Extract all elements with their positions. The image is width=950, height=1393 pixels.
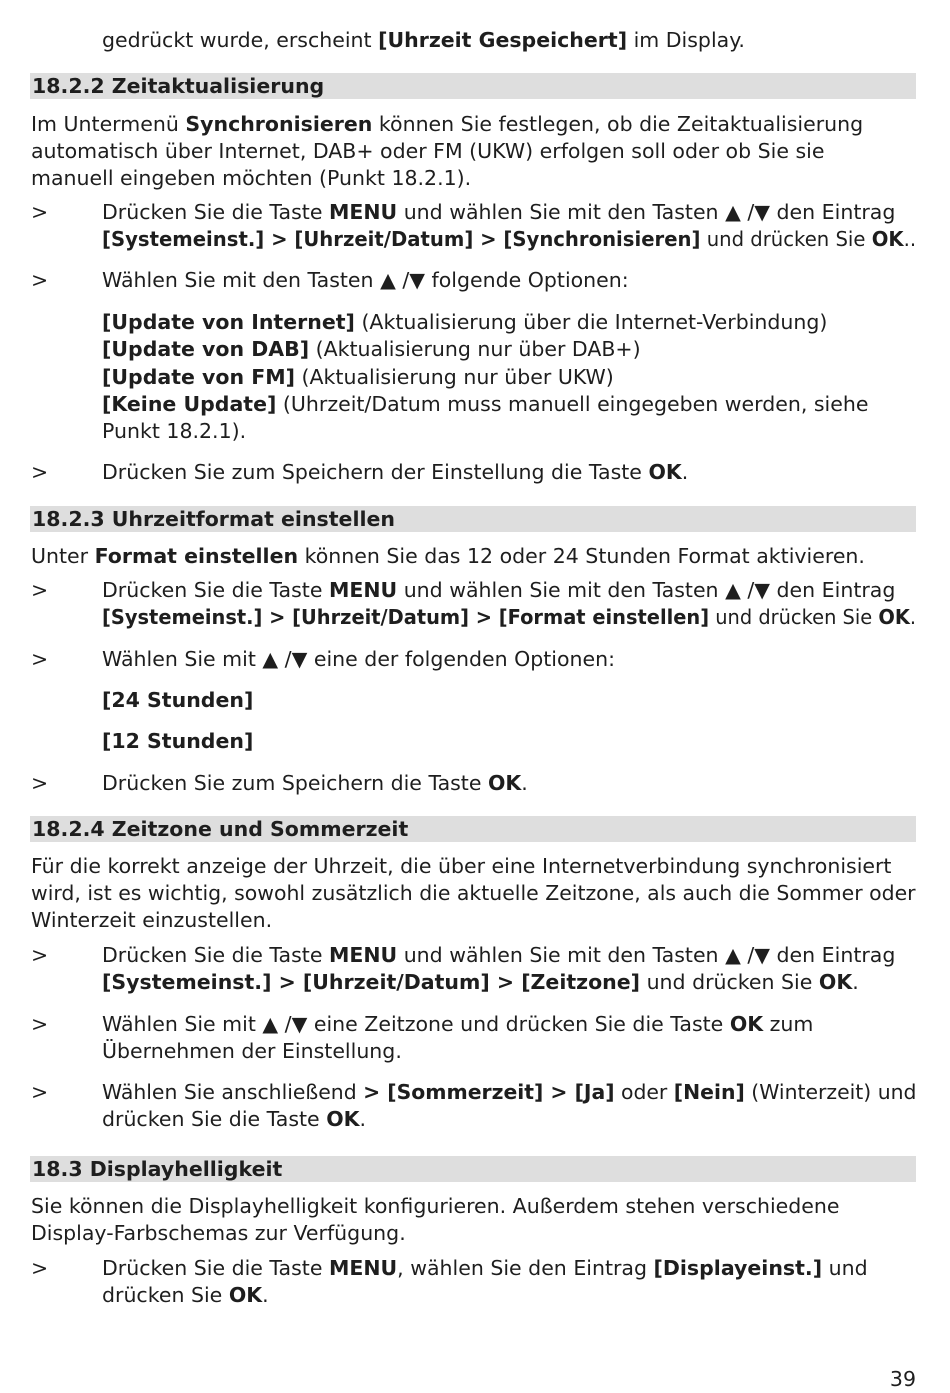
continuation-line: gedrückt wurde, erscheint [Uhrzeit Gespeichert] im Display.	[102, 28, 745, 52]
instruction-line: Drücken Sie die Taste MENU und wählen Sie mit den Tasten ▲ /▼ den Eintrag	[102, 578, 896, 602]
instruction-line: Wählen Sie anschließend > [Sommerzeit] > [Ja] oder [Nein] (Winterzeit) und	[102, 1080, 917, 1104]
option-line: [Update von Internet] (Aktualisierung über die Internet-Verbindung)	[102, 310, 828, 334]
bullet-marker: >	[31, 578, 49, 602]
paragraph-line: Display-Farbschemas zur Verfügung.	[31, 1221, 406, 1245]
paragraph-line: wird, ist es wichtig, sowohl zusätzlich die aktuelle Zeitzone, als auch die Sommer oder	[31, 881, 916, 905]
instruction-line: Drücken Sie die Taste MENU und wählen Sie mit den Tasten ▲ /▼ den Eintrag	[102, 200, 896, 224]
paragraph-line: automatisch über Internet, DAB+ oder FM (UKW) erfolgen soll oder ob Sie sie	[31, 139, 825, 163]
up-down-arrows-icon: ▲ /▼	[262, 647, 308, 671]
option-line: [Update von FM] (Aktualisierung nur über UKW)	[102, 365, 614, 389]
paragraph-line: Sie können die Displayhelligkeit konfigurieren. Außerdem stehen verschiedene	[31, 1194, 840, 1218]
up-down-arrows-icon: ▲ /▼	[725, 200, 771, 224]
instruction-line: Wählen Sie mit ▲ /▼ eine der folgenden Optionen:	[102, 647, 616, 671]
page-number: 39	[889, 1367, 916, 1391]
instruction-line: Drücken Sie zum Speichern die Taste OK.	[102, 771, 528, 795]
section-heading-displayhelligkeit: 18.3 Displayhelligkeit	[30, 1156, 916, 1182]
instruction-line: Drücken Sie die Taste MENU, wählen Sie den Eintrag [Displayeinst.] und	[102, 1256, 868, 1280]
bullet-marker: >	[31, 200, 49, 224]
instruction-line: Drücken Sie die Taste MENU und wählen Sie mit den Tasten ▲ /▼ den Eintrag	[102, 943, 896, 967]
up-down-arrows-icon: ▲ /▼	[725, 943, 771, 967]
bullet-marker: >	[31, 771, 49, 795]
option-line: [12 Stunden]	[102, 729, 254, 753]
instruction-line: [Systemeinst.] > [Uhrzeit/Datum] > [Format einstellen] und drücken Sie OK.	[102, 605, 917, 629]
option-line: [24 Stunden]	[102, 688, 254, 712]
section-heading-zeitaktualisierung: 18.2.2 Zeitaktualisierung	[30, 73, 916, 99]
instruction-line: [Systemeinst.] > [Uhrzeit/Datum] > [Synchronisieren] und drücken Sie OK..	[102, 227, 917, 251]
bullet-marker: >	[31, 647, 49, 671]
option-line: [Keine Update] (Uhrzeit/Datum muss manuell eingegeben werden, siehe	[102, 392, 869, 416]
up-down-arrows-icon: ▲ /▼	[380, 268, 426, 292]
section-heading-uhrzeitformat: 18.2.3 Uhrzeitformat einstellen	[30, 506, 916, 532]
bullet-marker: >	[31, 1080, 49, 1104]
instruction-line: [Systemeinst.] > [Uhrzeit/Datum] > [Zeitzone] und drücken Sie OK.	[102, 970, 859, 994]
instruction-line: Übernehmen der Einstellung.	[102, 1039, 402, 1063]
bullet-marker: >	[31, 1012, 49, 1036]
bullet-marker: >	[31, 460, 49, 484]
bullet-marker: >	[31, 1256, 49, 1280]
bullet-marker: >	[31, 268, 49, 292]
up-down-arrows-icon: ▲ /▼	[262, 1012, 308, 1036]
bullet-marker: >	[31, 943, 49, 967]
paragraph-line: Winterzeit einzustellen.	[31, 908, 273, 932]
up-down-arrows-icon: ▲ /▼	[725, 578, 771, 602]
paragraph-line: Unter Format einstellen können Sie das 12 oder 24 Stunden Format aktivieren.	[31, 544, 865, 568]
section-heading-zeitzone: 18.2.4 Zeitzone und Sommerzeit	[30, 816, 916, 842]
instruction-line: drücken Sie die Taste OK.	[102, 1107, 367, 1131]
instruction-line: Wählen Sie mit den Tasten ▲ /▼ folgende Optionen:	[102, 268, 629, 292]
instruction-line: drücken Sie OK.	[102, 1283, 269, 1307]
instruction-line: Wählen Sie mit ▲ /▼ eine Zeitzone und drücken Sie die Taste OK zum	[102, 1012, 814, 1036]
paragraph-line: Für die korrekt anzeige der Uhrzeit, die über eine Internetverbindung synchronisiert	[31, 854, 892, 878]
option-line: [Update von DAB] (Aktualisierung nur über DAB+)	[102, 337, 641, 361]
instruction-line: Drücken Sie zum Speichern der Einstellung die Taste OK.	[102, 460, 689, 484]
option-line: Punkt 18.2.1).	[102, 419, 247, 443]
paragraph-line: Im Untermenü Synchronisieren können Sie festlegen, ob die Zeitaktualisierung	[31, 112, 864, 136]
paragraph-line: manuell eingeben möchten (Punkt 18.2.1).	[31, 166, 472, 190]
